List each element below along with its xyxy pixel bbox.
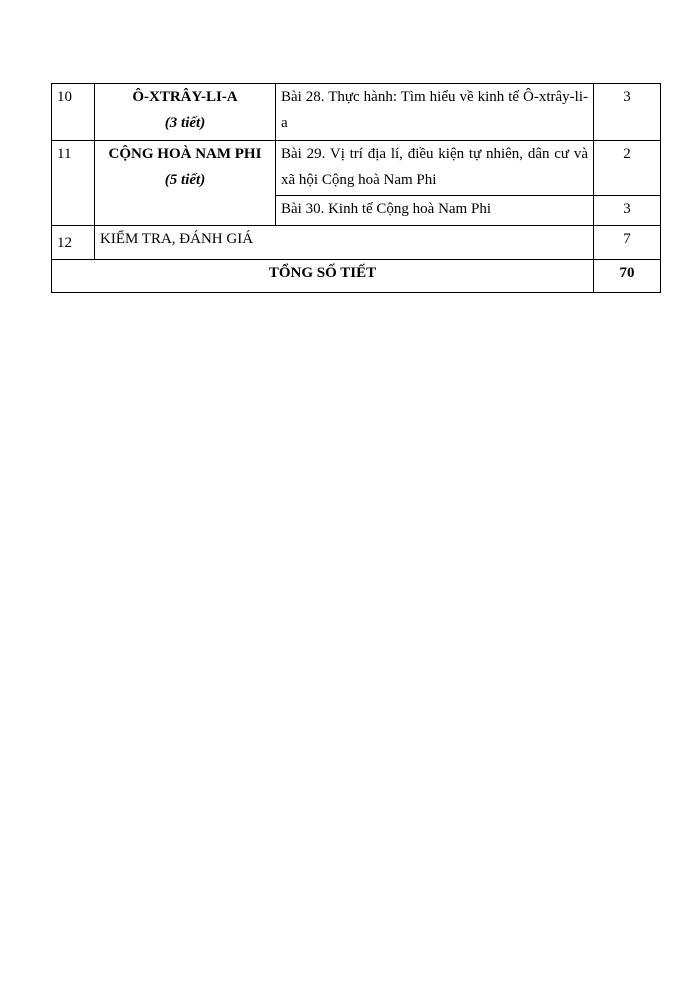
curriculum-table [51,83,661,293]
topic-title: CỘNG HOÀ NAM PHI [108,146,262,162]
table-row [52,84,661,141]
total-value: 70 [594,260,661,293]
total-row [52,260,661,293]
row-number: 10 [52,84,95,141]
lesson-name: Bài 28. Thực hành: Tìm hiểu về kinh tế Ô-xtrây-li-a [276,84,594,141]
lesson-periods: 2 [594,141,661,196]
table-row [52,141,661,196]
topic-title: Ô-XTRÂY-LI-A [132,89,238,105]
row-number: 12 [52,226,95,260]
topic-title: KIỂM TRA, ĐÁNH GIÁ [95,226,594,260]
lesson-name: Bài 30. Kinh tế Cộng hoà Nam Phi [276,196,594,226]
table-row [52,226,661,260]
lesson-name: Bài 29. Vị trí địa lí, điều kiện tự nhiên, dân cư và xã hội Cộng hoà Nam Phi [276,141,594,196]
lesson-periods: 3 [594,84,661,141]
topic-periods: (3 tiết) [164,115,206,131]
lesson-periods: 7 [594,226,661,260]
row-number: 11 [52,141,95,226]
topic-periods: (5 tiết) [164,172,206,188]
total-label: TỔNG SỐ TIẾT [52,260,594,293]
topic-cell [95,141,276,226]
topic-cell [95,84,276,141]
lesson-periods: 3 [594,196,661,226]
